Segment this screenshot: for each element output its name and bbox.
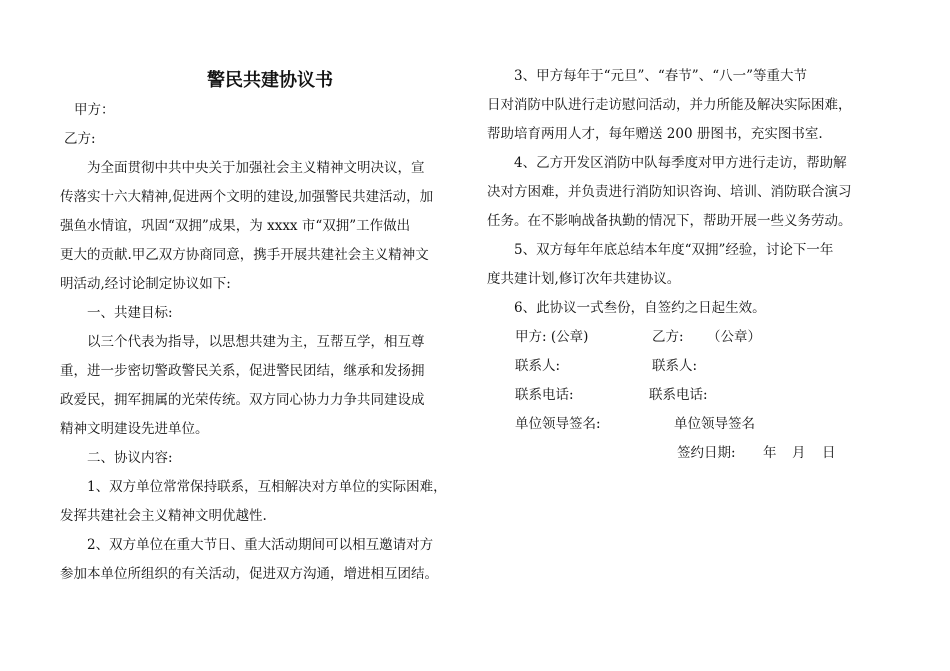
signature-party-row bbox=[487, 323, 887, 352]
item-line: 4、乙方开发区消防中队每季度对甲方进行走访，帮助解 bbox=[514, 155, 847, 171]
sign-month: 月 bbox=[792, 445, 806, 461]
party-b-seal: （公章） bbox=[707, 329, 761, 345]
sign-day: 日 bbox=[822, 445, 836, 461]
document-title: 警民共建协议书 bbox=[207, 70, 333, 91]
contact-b-label: 联系人: bbox=[652, 358, 698, 374]
party-b-label: 乙方: bbox=[652, 329, 684, 345]
intro-line: 传落实十六大精神,促进两个文明的建设,加强警民共建活动，加 bbox=[60, 189, 434, 205]
item-line: 5、双方每年年底总结本年度“双拥”经验，讨论下一年 bbox=[514, 242, 834, 258]
contact-row bbox=[487, 352, 887, 381]
contact-a-label: 联系人: bbox=[515, 358, 561, 374]
intro-paragraph bbox=[60, 154, 480, 299]
item-line: 2、双方单位在重大节日、重大活动期间可以相互邀请对方 bbox=[87, 537, 434, 553]
goal-line: 以三个代表为指导，以思想共建为主，互帮互学，相互尊 bbox=[87, 334, 425, 350]
item-5 bbox=[487, 236, 887, 294]
left-column bbox=[60, 62, 480, 589]
item-line: 发挥共建社会主义精神文明优越性. bbox=[60, 508, 267, 524]
sign-date-row bbox=[487, 439, 887, 468]
party-b-label: 乙方: bbox=[64, 131, 96, 147]
item-line: 决对方困难，并负责进行消防知识咨询、培训、消防联合演习 bbox=[487, 184, 852, 200]
item-4 bbox=[487, 149, 887, 236]
item-line: 任务。在不影响战备执勤的情况下，帮助开展一些义务劳动。 bbox=[487, 213, 852, 229]
goal-line: 精神文明建设先进单位。 bbox=[60, 421, 209, 437]
item-1 bbox=[60, 473, 480, 531]
leader-row bbox=[487, 410, 887, 439]
goal-line: 政爱民，拥军拥属的光荣传统。双方同心协力力争共同建设成 bbox=[60, 392, 425, 408]
item-line: 日对消防中队进行走访慰问活动，并力所能及解决实际困难， bbox=[487, 97, 852, 113]
section1-heading: 一、共建目标: bbox=[87, 305, 173, 321]
intro-line: 明活动,经讨论制定协议如下: bbox=[60, 276, 231, 292]
leader-a-label: 单位领导签名: bbox=[515, 416, 601, 432]
phone-row bbox=[487, 381, 887, 410]
intro-line: 为全面贯彻中共中央关于加强社会主义精神文明决议，宣 bbox=[87, 160, 425, 176]
sign-date-label: 签约日期: bbox=[677, 445, 736, 461]
right-column bbox=[487, 62, 887, 468]
phone-b-label: 联系电话: bbox=[649, 387, 708, 403]
item-line: 1、双方单位常常保持联系，互相解决对方单位的实际困难， bbox=[87, 479, 447, 495]
item-line: 6、此协议一式叁份，自签约之日起生效。 bbox=[514, 300, 766, 316]
item-line: 参加本单位所组织的有关活动，促进双方沟通，增进相互团结。 bbox=[60, 566, 438, 582]
item-line: 度共建计划,修订次年共建协议。 bbox=[487, 271, 681, 287]
intro-line: 更大的贡献.甲乙双方协商同意，携手开展共建社会主义精神文 bbox=[60, 247, 429, 263]
phone-a-label: 联系电话: bbox=[515, 387, 574, 403]
signature-block bbox=[487, 323, 887, 468]
item-line: 帮助培育两用人才，每年赠送 200 册图书，充实图书室. bbox=[487, 126, 823, 142]
goal-paragraph bbox=[60, 328, 480, 444]
sign-year: 年 bbox=[763, 445, 777, 461]
party-a-label: 甲方： bbox=[74, 102, 115, 118]
item-line: 3、甲方每年于“元旦”、“春节”、“八一”等重大节 bbox=[514, 68, 807, 84]
intro-line: 强鱼水情谊，巩固“双拥”成果，为 xxxx 市“双拥”工作做出 bbox=[60, 218, 411, 234]
item-3 bbox=[487, 62, 887, 149]
section2-heading: 二、协议内容: bbox=[87, 450, 173, 466]
leader-b-label: 单位领导签名 bbox=[674, 416, 755, 432]
party-a-seal: 甲方: (公章) bbox=[515, 329, 589, 345]
item-6 bbox=[487, 294, 887, 323]
goal-line: 重，进一步密切警政警民关系，促进警民团结，继承和发扬拥 bbox=[60, 363, 425, 379]
item-2 bbox=[60, 531, 480, 589]
